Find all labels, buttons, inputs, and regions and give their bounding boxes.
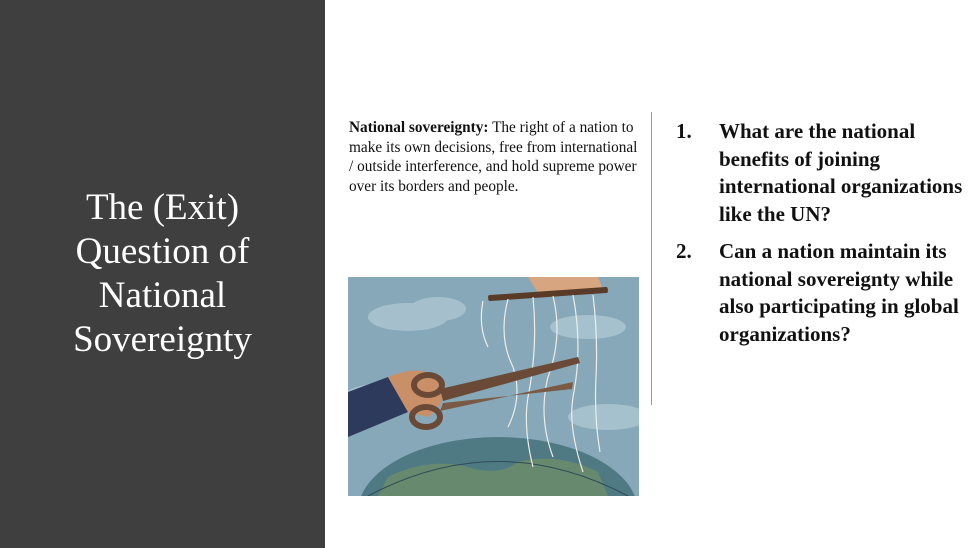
title-panel [0, 0, 325, 548]
title-line: The (Exit) [85, 187, 240, 228]
vertical-divider [651, 112, 652, 405]
slide-title [13, 186, 313, 362]
title-line: Question of [75, 231, 250, 272]
illustration-svg [348, 277, 639, 496]
question-item [676, 238, 971, 348]
title-line: National [98, 275, 227, 316]
definition-term: National sovereignty: [349, 119, 489, 136]
question-number: 1. [676, 119, 692, 143]
question-text: What are the national benefits of joining international organizations like the UN? [719, 119, 963, 226]
title-line: Sovereignty [73, 319, 252, 360]
definition-text [349, 118, 644, 196]
question-item [676, 118, 971, 228]
question-list [676, 118, 971, 358]
question-text: Can a nation maintain its national sovereignty while also participating in global organizations? [719, 239, 959, 346]
question-number: 2. [676, 239, 692, 263]
puppet-scissors-illustration [348, 277, 639, 496]
definition-body: The right of a nation to make its own decisions, free from international / outside interference, and hold supreme power over its borders and people. [349, 119, 638, 195]
